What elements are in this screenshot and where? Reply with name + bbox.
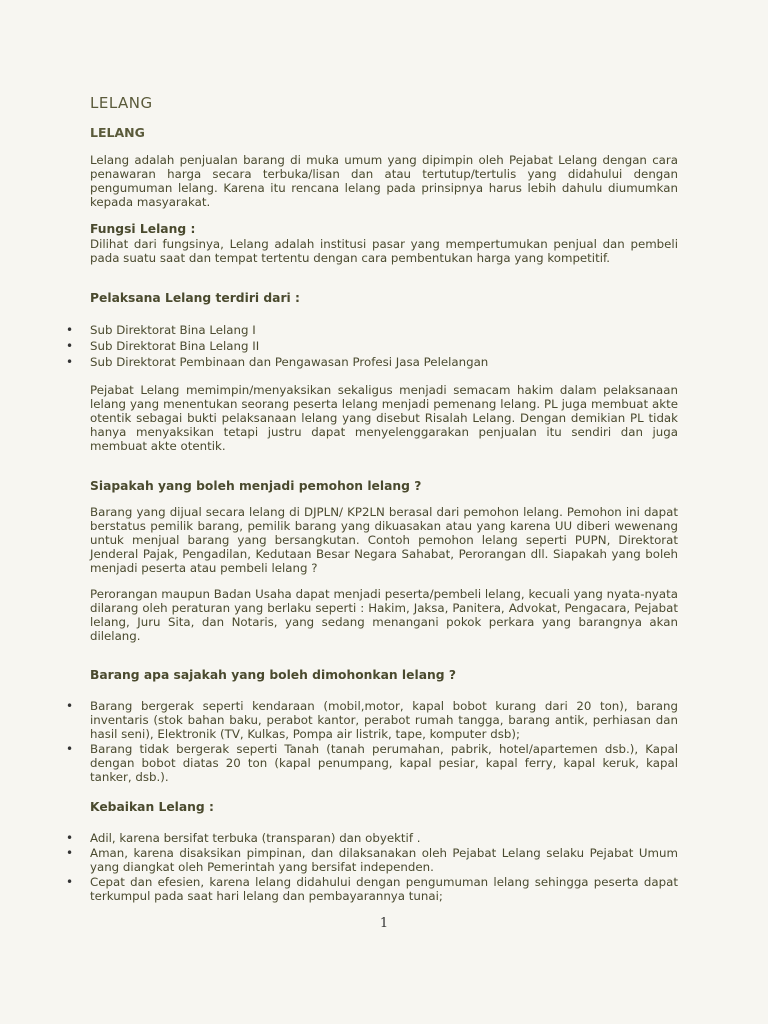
barang-heading: Barang apa sajakah yang boleh dimohonkan lelang ? xyxy=(90,668,456,682)
pelaksana-paragraph: Pejabat Lelang memimpin/menyaksikan sekaligus menjadi semacam hakim dalam pelaksanaan lelang yang menentukan seorang peserta lelang menjadi pemenang lelang. PL juga membuat akte otentik sebagai bukti pelaksanaan lelang yang disebut Risalah Lelang. Dengan demikian PL tidak hanya menyaksikan tetapi justru dapat menyelenggarakan penjualan itu sendiri dan juga membuat akte otentik. xyxy=(90,383,678,453)
siapakah-heading: Siapakah yang boleh menjadi pemohon lelang ? xyxy=(90,479,422,493)
list-item: • Cepat dan efesien, karena lelang didahului dengan pengumuman lelang sehingga peserta dapat terkumpul pada saat hari lelang dan pembayarannya tunai; xyxy=(90,875,678,903)
list-item: • Sub Direktorat Bina Lelang I xyxy=(90,323,678,337)
kebaikan-list xyxy=(90,831,678,903)
section-title: LELANG xyxy=(90,125,145,140)
intro-paragraph: Lelang adalah penjualan barang di muka umum yang dipimpin oleh Pejabat Lelang dengan cara penawaran harga secara terbuka/lisan dan atau tertutup/tertulis yang didahului dengan pengumuman lelang. Karena itu rencana lelang pada prinsipnya harus lebih dahulu diumumkan kepada masyarakat. xyxy=(90,153,678,209)
list-item: • Adil, karena bersifat terbuka (transparan) dan obyektif . xyxy=(90,831,678,845)
fungsi-heading: Fungsi Lelang : xyxy=(90,222,196,236)
page-number: 1 xyxy=(379,916,389,931)
siapakah-paragraph-2: Perorangan maupun Badan Usaha dapat menjadi peserta/pembeli lelang, kecuali yang nyata-nyata dilarang oleh peraturan yang berlaku seperti : Hakim, Jaksa, Panitera, Advokat, Pengacara, Pejabat lelang, Juru Sita, dan Notaris, yang sedang menangani pokok perkara yang barangnya akan dilelang. xyxy=(90,587,678,643)
list-item: • Aman, karena disaksikan pimpinan, dan dilaksanakan oleh Pejabat Lelang selaku Pejabat Umum yang diangkat oleh Pemerintah yang bersifat independen. xyxy=(90,846,678,874)
barang-list xyxy=(90,699,678,784)
document-content xyxy=(90,94,678,903)
list-item: • Sub Direktorat Pembinaan dan Pengawasan Profesi Jasa Pelelangan xyxy=(90,355,678,369)
pelaksana-list xyxy=(90,323,678,369)
document-title: LELANG xyxy=(90,94,153,112)
list-item: • Barang bergerak seperti kendaraan (mobil,motor, kapal bobot kurang dari 20 ton), barang inventaris (stok bahan baku, perabot kantor, perabot rumah tangga, barang antik, perhiasan dan hasil seni), Elektronik (TV, Kulkas, Pompa air listrik, tape, komputer dsb); xyxy=(90,699,678,741)
list-item: • Barang tidak bergerak seperti Tanah (tanah perumahan, pabrik, hotel/apartemen dsb.), Kapal dengan bobot diatas 20 ton (kapal penumpang, kapal pesiar, kapal ferry, kapal keruk, kapal tanker, dsb.). xyxy=(90,742,678,784)
kebaikan-heading: Kebaikan Lelang : xyxy=(90,800,214,814)
siapakah-paragraph-1: Barang yang dijual secara lelang di DJPLN/ KP2LN berasal dari pemohon lelang. Pemohon ini dapat berstatus pemilik barang, pemilik barang yang dikuasakan atau yang karena UU diberi wewenang untuk menjual barang yang bersangkutan. Contoh pemohon lelang seperti PUPN, Direktorat Jenderal Pajak, Pengadilan, Kedutaan Besar Negara Sahabat, Perorangan dll. Siapakah yang boleh menjadi peserta atau pembeli lelang ? xyxy=(90,505,678,575)
list-item: • Sub Direktorat Bina Lelang II xyxy=(90,339,678,353)
pelaksana-heading: Pelaksana Lelang terdiri dari : xyxy=(90,291,300,305)
fungsi-paragraph: Dilihat dari fungsinya, Lelang adalah institusi pasar yang mempertumukan penjual dan pembeli pada suatu saat dan tempat tertentu dengan cara pembentukan harga yang kompetitif. xyxy=(90,237,678,265)
